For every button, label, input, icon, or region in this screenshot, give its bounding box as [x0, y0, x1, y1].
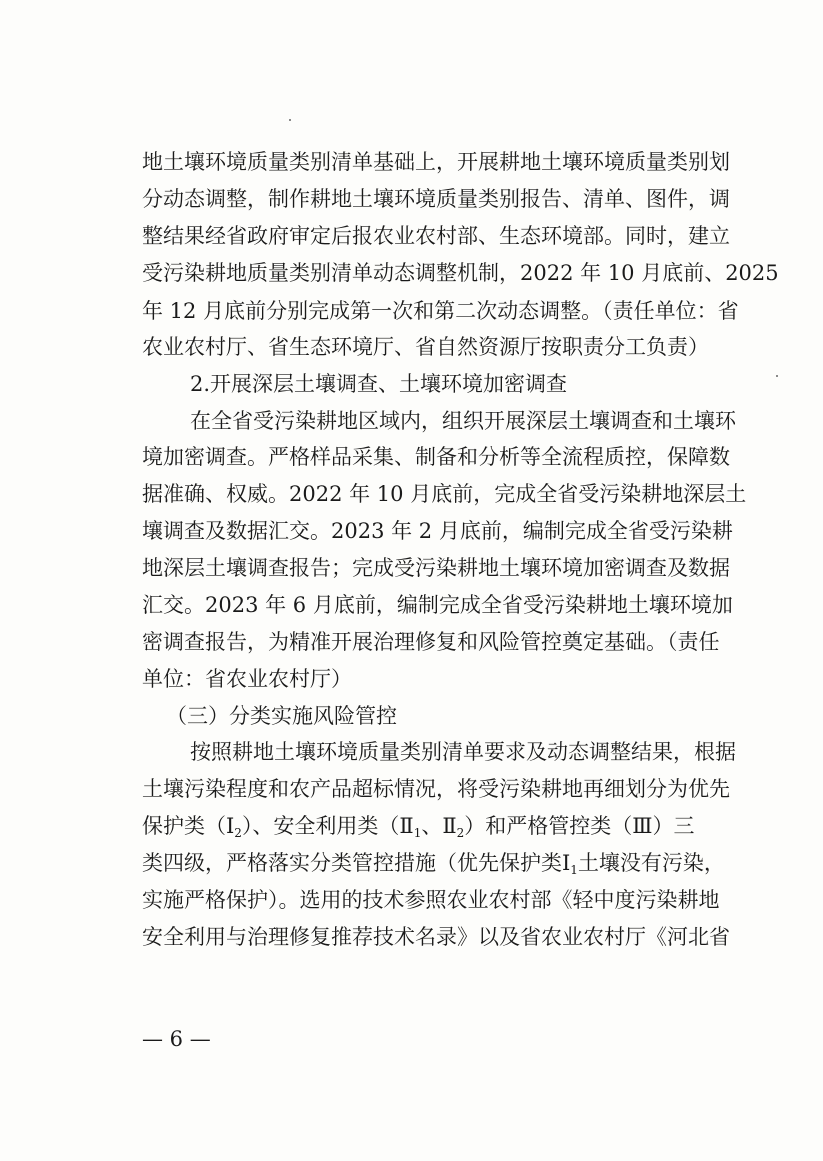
text-seg: 土壤没有污染， — [577, 851, 725, 875]
text-line: 整结果经省政府审定后报农业农村部、生态环境部。同时，建立 — [142, 224, 730, 248]
text-seg: 类四级，严格落实分类管控措施（优先保护类Ⅰ — [142, 851, 571, 875]
text-seg: ）、安全利用类（Ⅱ — [241, 814, 414, 838]
text-line: 单位：省农业农村厅） — [142, 667, 352, 691]
subscript: 2 — [234, 826, 242, 840]
scan-speck — [289, 119, 291, 121]
section-heading: 2.开展深层土壤调查、土壤环境加密调查 — [190, 372, 568, 396]
text-line: 土壤污染程度和农产品超标情况，将受污染耕地再细划分为优先 — [142, 777, 730, 801]
text-line: 地土壤环境质量类别清单基础上，开展耕地土壤环境质量类别划 — [142, 150, 730, 174]
text-seg: 、Ⅱ — [421, 814, 457, 838]
text-line — [142, 850, 725, 877]
text-line: 受污染耕地质量类别清单动态调整机制，2022 年 10 月底前、2025 — [142, 261, 779, 285]
text-seg: ）和严格管控类（Ⅲ）三 — [464, 814, 695, 838]
text-line: 汇交。2023 年 6 月底前，编制完成全省受污染耕地土壤环境加 — [142, 593, 733, 617]
text-line: 地深层土壤调查报告；完成受污染耕地土壤环境加密调查及数据 — [142, 556, 730, 580]
subscript: 1 — [413, 826, 422, 840]
text-line: 实施严格保护）。选用的技术参照农业农村部《轻中度污染耕地 — [142, 888, 720, 912]
scan-speck — [776, 375, 778, 377]
text-line: 农业农村厅、省生态环境厅、省自然资源厅按职责分工负责） — [142, 335, 709, 359]
text-seg: 保护类（Ⅰ — [142, 814, 235, 838]
text-line: 分动态调整，制作耕地土壤环境质量类别报告、清单、图件，调 — [142, 187, 730, 211]
text-line: 境加密调查。严格样品采集、制备和分析等全流程质控，保障数 — [142, 445, 730, 469]
text-line: 年 12 月底前分别完成第一次和第二次动态调整。（责任单位：省 — [142, 299, 739, 323]
text-line: 在全省受污染耕地区域内，组织开展深层土壤调查和土壤环 — [190, 409, 736, 433]
text-line: 据准确、权威。2022 年 10 月底前，完成全省受污染耕地深层土 — [142, 482, 747, 506]
subscript: 1 — [570, 863, 578, 877]
text-line: 按照耕地土壤环境质量类别清单要求及动态调整结果，根据 — [190, 740, 736, 764]
subscript: 2 — [456, 826, 465, 840]
text-line — [142, 813, 695, 840]
text-line: 壤调查及数据汇交。2023 年 2 月底前，编制完成全省受污染耕 — [142, 519, 733, 543]
text-line: 安全利用与治理修复推荐技术名录》以及省农业农村厅《河北省 — [142, 925, 730, 949]
page-number: — 6 — — [142, 1027, 211, 1051]
section-heading: （三）分类实施风险管控 — [166, 704, 397, 728]
text-line: 密调查报告，为精准开展治理修复和风险管控奠定基础。（责任 — [142, 630, 720, 654]
